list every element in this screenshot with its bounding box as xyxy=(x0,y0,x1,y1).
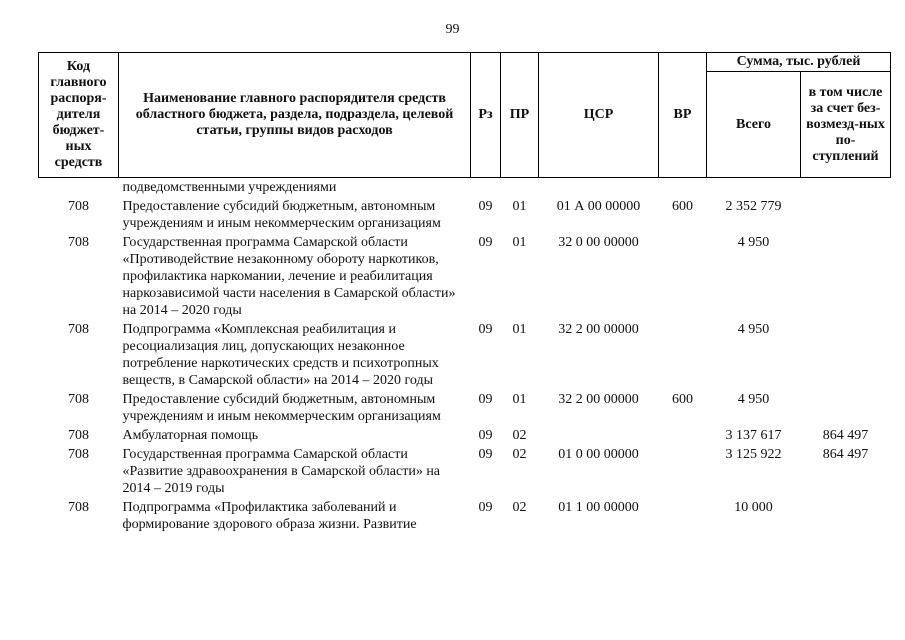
row-pr xyxy=(501,178,539,197)
row-name: Государственная программа Самарской области «Противодействие незаконному обороту наркотиков, профилактика наркомании, лечение и реабилитация наркозависимой части населения в Самарской области» на 2014 – 2020 годы xyxy=(122,235,456,318)
row-name: Подпрограмма «Комплексная реабилитация и ресоциализация лиц, допускающих незаконное потребление наркотических средств и психотропных веществ, в Самарской области» на 2014 – 2020 годы xyxy=(122,322,439,388)
table-row xyxy=(39,425,891,444)
row-pr: 02 xyxy=(512,500,527,515)
row-total xyxy=(707,178,801,197)
row-incl xyxy=(801,497,891,533)
row-incl: 864 497 xyxy=(822,447,869,462)
row-code: 708 xyxy=(68,322,89,337)
row-code: 708 xyxy=(68,392,89,407)
table-row xyxy=(39,497,891,533)
header-name: Наименование главного распорядителя средств областного бюджета, раздела, подраздела, целевой статьи, группы видов расходов xyxy=(119,53,471,178)
row-rz xyxy=(471,178,501,197)
row-pr: 01 xyxy=(512,235,527,250)
table-row xyxy=(39,196,891,232)
table-row xyxy=(39,389,891,425)
row-rz: 09 xyxy=(478,500,493,515)
row-rz: 09 xyxy=(478,447,493,462)
row-name: Предоставление субсидий бюджетным, автономным учреждениям и иным некоммерческим организациям xyxy=(122,392,441,424)
row-vr xyxy=(659,232,707,319)
row-code: 708 xyxy=(68,199,89,214)
header-total: Всего xyxy=(707,72,801,178)
row-pr: 01 xyxy=(512,392,527,407)
row-total: 4 950 xyxy=(737,235,770,250)
header-incl: в том числе за счет без-возмезд-ных по-ступлений xyxy=(801,72,891,178)
header-csr: ЦСР xyxy=(539,53,659,178)
row-rz: 09 xyxy=(478,428,493,443)
row-pr: 01 xyxy=(512,199,527,214)
row-csr: 01 0 00 00000 xyxy=(558,447,639,462)
row-rz: 09 xyxy=(478,199,493,214)
row-total: 3 125 922 xyxy=(725,447,782,462)
row-pr: 01 xyxy=(512,322,527,337)
row-pr: 02 xyxy=(512,428,527,443)
row-code: 708 xyxy=(68,428,89,443)
row-name: Государственная программа Самарской области «Развитие здравоохранения в Самарской области» на 2014 – 2019 годы xyxy=(122,447,441,496)
row-name: подведомственными учреждениями xyxy=(122,180,337,195)
row-name: Предоставление субсидий бюджетным, автономным учреждениям и иным некоммерческим организациям xyxy=(122,199,441,231)
row-total: 2 352 779 xyxy=(725,199,782,214)
header-pr: ПР xyxy=(501,53,539,178)
row-vr xyxy=(659,444,707,497)
row-incl xyxy=(801,196,891,232)
budget-table xyxy=(38,52,891,533)
row-total: 10 000 xyxy=(734,500,773,515)
row-code: 708 xyxy=(68,235,89,250)
row-code: 708 xyxy=(68,447,89,462)
row-csr: 01 А 00 00000 xyxy=(556,199,641,214)
row-csr: 32 2 00 00000 xyxy=(558,392,639,407)
row-rz: 09 xyxy=(478,392,493,407)
row-rz: 09 xyxy=(478,322,493,337)
table-row xyxy=(39,444,891,497)
header-code: Код главного распоря-дителя бюджет-ных средств xyxy=(39,53,119,178)
table-row xyxy=(39,178,891,197)
row-vr xyxy=(659,497,707,533)
row-total: 3 137 617 xyxy=(725,428,782,443)
row-rz: 09 xyxy=(478,235,493,250)
row-vr xyxy=(659,425,707,444)
header-rz: Рз xyxy=(471,53,501,178)
row-total: 4 950 xyxy=(737,322,770,337)
row-incl xyxy=(801,178,891,197)
row-csr xyxy=(539,178,659,197)
row-pr: 02 xyxy=(512,447,527,462)
row-vr xyxy=(659,178,707,197)
row-incl xyxy=(801,389,891,425)
row-name: Подпрограмма «Профилактика заболеваний и формирование здорового образа жизни. Развитие xyxy=(122,500,417,532)
table-row xyxy=(39,319,891,389)
row-code: 708 xyxy=(68,500,89,515)
row-incl: 864 497 xyxy=(822,428,869,443)
table-row xyxy=(39,232,891,319)
row-incl xyxy=(801,232,891,319)
row-csr: 32 0 00 00000 xyxy=(558,235,639,250)
row-vr: 600 xyxy=(672,392,693,407)
row-name: Амбулаторная помощь xyxy=(122,428,259,443)
page-number: 99 xyxy=(445,22,460,37)
row-csr xyxy=(539,425,659,444)
row-total: 4 950 xyxy=(737,392,770,407)
row-vr: 600 xyxy=(672,199,693,214)
row-csr: 32 2 00 00000 xyxy=(558,322,639,337)
header-vr: ВР xyxy=(659,53,707,178)
row-vr xyxy=(659,319,707,389)
header-sum: Сумма, тыс. рублей xyxy=(707,53,891,72)
row-incl xyxy=(801,319,891,389)
row-csr: 01 1 00 00000 xyxy=(558,500,639,515)
row-code xyxy=(39,178,119,197)
